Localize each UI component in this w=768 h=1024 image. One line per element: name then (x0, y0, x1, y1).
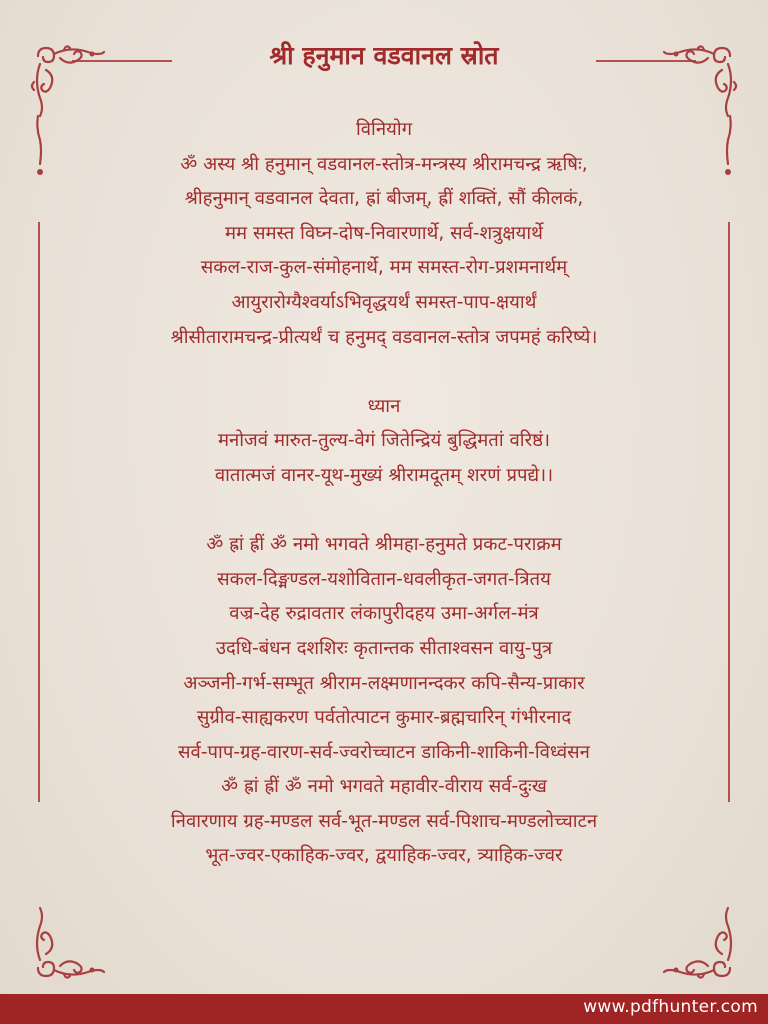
text-line: श्रीहनुमान् वडवानल देवता, ह्रां बीजम्, ह्रीं शक्तिं, सौं कीलकं, (184, 188, 584, 210)
text-line: निवारणाय ग्रह-मण्डल सर्व-भूत-मण्डल सर्व-पिशाच-मण्डलोच्चाटन (170, 810, 598, 832)
footer-bar (0, 994, 768, 1024)
text-line: मनोजवं मारुत-तुल्य-वेगं जितेन्द्रियं बुद्धिमतां वरिष्ठं। (217, 430, 551, 452)
text-line: ॐ ह्रां ह्रीं ॐ नमो भगवते महावीर-वीराय सर्व-दुःख (221, 776, 547, 798)
text-line: ॐ अस्य श्री हनुमान् वडवानल-स्तोत्र-मन्त्रस्य श्रीरामचन्द्र ऋषिः, (180, 153, 588, 175)
text-line: उदधि-बंधन दशशिरः कृतान्तक सीताश्वसन वायु-पुत्र (215, 637, 553, 659)
text-line: ॐ ह्रां ह्रीं ॐ नमो भगवते श्रीमहा-हनुमते प्रकट-पराक्रम (206, 534, 562, 556)
text-line: मम समस्त विघ्न-दोष-निवारणार्थे, सर्व-शत्रुक्षयार्थे (224, 222, 544, 244)
right-border-line (728, 222, 730, 802)
text-line: सकल-दिङ्मण्डल-यशोवितान-धवलीकृत-जगत-त्रितय (217, 568, 551, 590)
text-line: सर्व-पाप-ग्रह-वारण-सर्व-ज्वरोच्चाटन डाकिनी-शाकिनी-विध्वंसन (178, 741, 590, 763)
left-border-line (38, 222, 40, 802)
section-gap (60, 494, 708, 529)
text-line: अञ्जनी-गर्भ-सम्भूत श्रीराम-लक्ष्मणानन्दकर कपि-सैन्य-प्राकार (183, 672, 585, 694)
text-line: आयुरारोग्यैश्वर्याऽभिवृद्धयर्थं समस्त-पाप-क्षयार्थं (231, 291, 537, 313)
page-title: श्री हनुमान वडवानल स्रोत (269, 41, 499, 70)
text-line: वज्र-देह रुद्रावतार लंकापुरीदहय उमा-अर्गल-मंत्र (229, 603, 539, 625)
section-heading-dhyan: ध्यान (367, 395, 401, 417)
section-gap (60, 355, 708, 390)
footer-website-link[interactable]: www.pdfhunter.com (583, 997, 758, 1017)
text-line: वातात्मजं वानर-यूथ-मुख्यं श्रीरामदूतम् शरणं प्रपद्ये।। (214, 464, 554, 486)
stotra-body (60, 113, 708, 874)
text-line: श्रीसीतारामचन्द्र-प्रीत्यर्थं च हनुमद् वडवानल-स्तोत्र जपमहं करिष्ये। (170, 326, 598, 348)
text-line: सकल-राज-कुल-संमोहनार्थे, मम समस्त-रोग-प्रशमनार्थम् (200, 257, 568, 279)
text-line: सुग्रीव-साह्यकरण पर्वतोत्पाटन कुमार-ब्रह्मचारिन् गंभीरनाद (196, 707, 572, 729)
section-heading-viniyog: विनियोग (355, 119, 413, 140)
text-line: भूत-ज्वर-एकाहिक-ज्वर, द्वयाहिक-ज्वर, त्र्याहिक-ज्वर (205, 845, 563, 867)
